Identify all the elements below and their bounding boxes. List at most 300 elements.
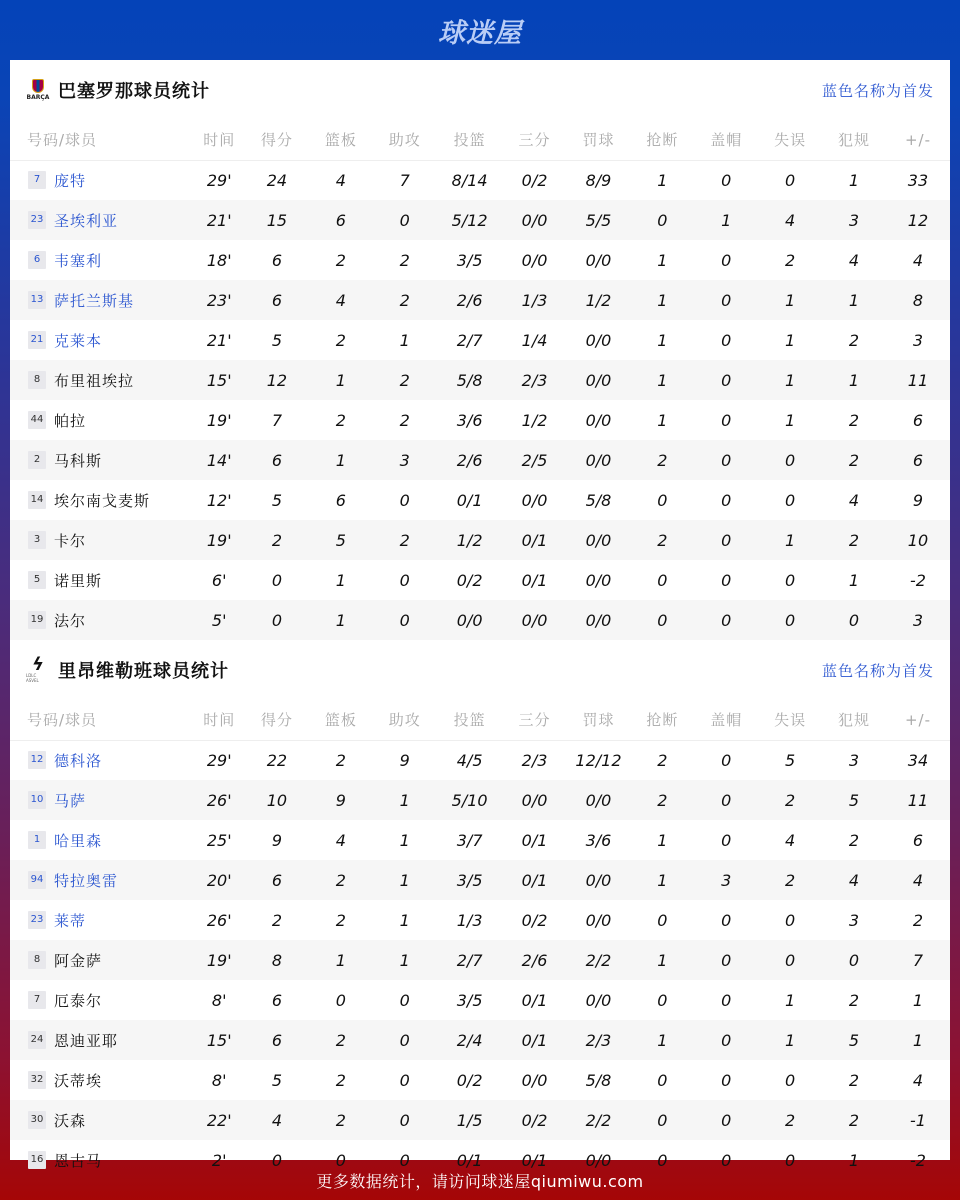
stat-cell: 6 [245, 440, 309, 480]
team-section-asvel [10, 640, 950, 1180]
jersey-number-icon: 5 [28, 571, 46, 589]
table-row[interactable] [10, 1020, 950, 1060]
stat-cell: 0 [822, 940, 886, 980]
stat-cell: 4 [309, 280, 373, 320]
stat-cell: 0/0 [521, 1070, 548, 1090]
stat-cell: 2 [912, 910, 924, 930]
stat-cell: 8 [245, 940, 309, 980]
stat-cell: 2 [271, 910, 283, 930]
stat-cell: 1 [630, 860, 694, 900]
table-row[interactable] [10, 160, 950, 200]
player-cell[interactable] [10, 940, 193, 980]
player-cell[interactable] [10, 820, 193, 860]
stat-cell: 1 [657, 330, 668, 350]
player-name[interactable]: 厄泰尔 [54, 991, 103, 1010]
player-name[interactable]: 萨托兰斯基 [54, 291, 135, 310]
stat-cell: 0 [630, 1100, 694, 1140]
stat-cell: 3 [373, 440, 437, 480]
section-title: 巴塞罗那球员统计 [58, 81, 210, 102]
stat-cell: 2 [335, 910, 346, 930]
player-cell[interactable] [10, 440, 193, 480]
stat-cell: 1 [373, 780, 437, 820]
stat-cell: 0/1 [503, 860, 567, 900]
player-name[interactable]: 克莱本 [54, 331, 103, 350]
player-name[interactable]: 哈里森 [54, 831, 103, 850]
player-name[interactable]: 马萨 [54, 791, 87, 810]
column-header: 盖帽 [694, 700, 758, 740]
stat-cell: 5 [822, 1020, 886, 1060]
stat-cell: 3 [822, 200, 886, 240]
stat-cell: 2 [630, 440, 694, 480]
stat-cell: 34 [907, 750, 929, 770]
stat-cell: 7 [399, 170, 410, 190]
stat-cell: 4 [335, 830, 346, 850]
column-header: 罚球 [567, 700, 631, 740]
player-name[interactable]: 埃尔南戈麦斯 [54, 491, 151, 510]
stat-cell: 0 [721, 830, 732, 850]
stat-cell: 2/4 [437, 1020, 503, 1060]
stat-cell: 33 [907, 170, 929, 190]
player-name[interactable]: 圣埃利亚 [54, 211, 119, 230]
player-name[interactable]: 马科斯 [54, 451, 103, 470]
stat-cell: 1 [785, 990, 796, 1010]
stat-cell: 2 [848, 410, 860, 430]
stat-cell: 1 [630, 280, 694, 320]
jersey-number-icon: 8 [28, 951, 46, 969]
stat-cell: 2 [657, 750, 668, 770]
stat-cell: 3/6 [585, 830, 612, 850]
jersey-number-icon: 6 [28, 251, 46, 269]
stat-cell: 0/0 [521, 250, 548, 270]
player-name[interactable]: 法尔 [54, 611, 87, 630]
stat-cell: 2 [630, 780, 694, 820]
stat-cell: 0 [758, 440, 822, 480]
jersey-number-icon: 10 [28, 791, 46, 809]
player-name[interactable]: 庞特 [54, 171, 87, 190]
stat-cell: 0 [271, 570, 283, 590]
player-cell[interactable] [10, 400, 193, 440]
player-cell[interactable] [10, 160, 193, 200]
player-cell[interactable] [10, 360, 193, 400]
stat-cell: 0 [721, 330, 732, 350]
column-header: 助攻 [373, 700, 437, 740]
stat-cell: 0/0 [585, 410, 612, 430]
stat-cell: 0 [822, 600, 886, 640]
player-name[interactable]: 莱蒂 [54, 911, 87, 930]
starter-legend: 蓝色名称为首发 [821, 81, 934, 100]
stat-cell: 0/0 [567, 520, 631, 560]
stat-cell: 0/1 [521, 830, 548, 850]
stat-cell: 0 [758, 600, 822, 640]
player-name[interactable]: 沃蒂埃 [54, 1071, 103, 1090]
stat-cell: 2 [822, 1100, 886, 1140]
table-body [10, 160, 950, 640]
table-row[interactable] [10, 560, 950, 600]
stat-cell: 1/4 [521, 330, 548, 350]
stat-cell: 15' [193, 360, 245, 400]
stat-cell: 0/0 [585, 990, 612, 1010]
stat-cell: 22 [266, 750, 288, 770]
stat-cell: 0 [721, 750, 732, 770]
stat-cell: 2 [373, 280, 437, 320]
stat-cell: 3/5 [437, 860, 503, 900]
stat-cell: 2/3 [521, 750, 548, 770]
stat-cell: 14' [193, 440, 245, 480]
column-header: 号码/球员 [10, 120, 193, 160]
stat-cell: 1 [309, 600, 373, 640]
stat-cell: 5/8 [585, 1070, 612, 1090]
stat-cell: 0/0 [521, 490, 548, 510]
stat-cell: 0/2 [521, 910, 548, 930]
stat-cell: 0 [373, 1100, 437, 1140]
stat-cell: 6 [245, 860, 309, 900]
stat-cell: 5 [309, 520, 373, 560]
stat-cell: 12' [206, 490, 232, 510]
column-header: 抢断 [630, 700, 694, 740]
stat-cell: 0/1 [521, 570, 548, 590]
stat-cell: 3 [694, 860, 758, 900]
table-row[interactable] [10, 940, 950, 980]
stat-cell: 0 [694, 360, 758, 400]
player-cell[interactable] [10, 1020, 193, 1060]
stat-cell: 2/5 [503, 440, 567, 480]
stat-cell: 5 [271, 1070, 283, 1090]
stat-cell: 4 [886, 860, 950, 900]
stat-cell: 0 [694, 440, 758, 480]
stat-cell: 0 [657, 570, 668, 590]
player-name[interactable]: 诺里斯 [54, 571, 103, 590]
stat-cell: 2 [785, 250, 796, 270]
player-stats-table [10, 120, 950, 640]
stat-cell: 9 [309, 780, 373, 820]
stat-cell: 2/6 [437, 440, 503, 480]
stat-cell: 0/1 [503, 1020, 567, 1060]
stat-cell: 1 [886, 1020, 950, 1060]
stat-cell: 0 [335, 1150, 346, 1170]
stat-cell: 1 [758, 360, 822, 400]
stat-cell: 0/2 [503, 1100, 567, 1140]
table-row[interactable] [10, 440, 950, 480]
stat-cell: 0 [694, 280, 758, 320]
jersey-number-icon: 2 [28, 451, 46, 469]
stat-cell: 19' [193, 940, 245, 980]
stat-cell: 4 [758, 200, 822, 240]
player-cell[interactable] [10, 900, 193, 940]
stat-cell: 0/0 [585, 330, 612, 350]
stat-cell: 0 [657, 990, 668, 1010]
stat-cell: 0 [694, 780, 758, 820]
stat-cell: 10 [886, 520, 950, 560]
stat-cell: 0/0 [567, 780, 631, 820]
stat-cell: 1 [373, 940, 437, 980]
stat-cell: 1 [657, 170, 668, 190]
stat-cell: 1 [785, 330, 796, 350]
table-row[interactable] [10, 480, 950, 520]
stat-cell: 2 [335, 410, 346, 430]
stat-cell: 2 [373, 360, 437, 400]
stat-cell: 0/2 [521, 170, 548, 190]
column-header: 三分 [503, 120, 567, 160]
stat-cell: 3 [848, 750, 860, 770]
player-name[interactable]: 卡尔 [54, 531, 87, 550]
table-row[interactable] [10, 1060, 950, 1100]
jersey-number-icon: 7 [28, 991, 46, 1009]
stat-cell: 1 [822, 280, 886, 320]
stat-cell: 0/2 [456, 1070, 483, 1090]
table-row[interactable] [10, 780, 950, 820]
jersey-number-icon: 12 [28, 751, 46, 769]
stat-cell: 5 [271, 330, 283, 350]
stat-cell: 0 [758, 940, 822, 980]
stat-cell: 26' [206, 910, 232, 930]
stat-cell: 0/0 [585, 570, 612, 590]
player-name[interactable]: 恩古马 [54, 1151, 103, 1170]
stat-cell: 0 [721, 570, 732, 590]
stat-cell: 6 [245, 280, 309, 320]
stat-cell: 0 [399, 1150, 410, 1170]
stat-cell: 2/6 [503, 940, 567, 980]
stat-cell: 2 [399, 410, 410, 430]
table-row[interactable] [10, 600, 950, 640]
stat-cell: 0/0 [503, 780, 567, 820]
stat-cell: 2 [245, 520, 309, 560]
stat-cell: 23' [193, 280, 245, 320]
column-header: 失误 [758, 700, 822, 740]
stat-cell: 0 [630, 600, 694, 640]
stat-cell: 0 [399, 1070, 410, 1090]
stat-cell: 0 [657, 1150, 668, 1170]
stat-cell: 0 [785, 490, 796, 510]
stat-cell: 19' [206, 410, 232, 430]
jersey-number-icon: 23 [28, 211, 46, 229]
player-cell[interactable] [10, 600, 193, 640]
stat-cell: 1 [758, 1020, 822, 1060]
stat-cell: 0 [694, 940, 758, 980]
player-name[interactable]: 帕拉 [54, 411, 87, 430]
player-name[interactable]: 韦塞利 [54, 251, 103, 270]
stat-cell: 0 [630, 200, 694, 240]
player-name[interactable]: 沃森 [54, 1111, 87, 1130]
player-name[interactable]: 恩迪亚耶 [54, 1031, 119, 1050]
table-row[interactable] [10, 320, 950, 360]
stat-cell: 0/0 [585, 1150, 612, 1170]
stat-cell: 0 [721, 410, 732, 430]
column-header: 时间 [193, 120, 245, 160]
table-row[interactable] [10, 900, 950, 940]
column-header: 投篮 [437, 120, 503, 160]
player-cell[interactable] [10, 780, 193, 820]
stat-cell: 0 [721, 250, 732, 270]
stat-cell: 0 [785, 910, 796, 930]
stats-card [10, 60, 950, 1170]
top-bar [0, 0, 960, 60]
stat-cell: 1 [848, 570, 860, 590]
stat-cell: 2 [822, 440, 886, 480]
stat-cell: 2 [309, 1100, 373, 1140]
stat-cell: 1 [657, 830, 668, 850]
table-row[interactable] [10, 1100, 950, 1140]
player-name[interactable]: 布里祖埃拉 [54, 371, 135, 390]
jersey-number-icon: 3 [28, 531, 46, 549]
stat-cell: 5 [785, 750, 796, 770]
stat-cell: 1 [848, 170, 860, 190]
stat-cell: 0 [721, 990, 732, 1010]
table-row[interactable] [10, 200, 950, 240]
stat-cell: 0/0 [585, 910, 612, 930]
player-cell[interactable] [10, 860, 193, 900]
player-cell[interactable] [10, 520, 193, 560]
player-cell[interactable] [10, 1100, 193, 1140]
stat-cell: 20' [193, 860, 245, 900]
player-cell[interactable] [10, 240, 193, 280]
stat-cell: 6 [271, 250, 283, 270]
stat-cell: 0/0 [567, 360, 631, 400]
stat-cell: 0 [721, 1150, 732, 1170]
stat-cell: 8 [886, 280, 950, 320]
player-name[interactable]: 阿金萨 [54, 951, 103, 970]
stat-cell: 2 [335, 750, 346, 770]
stat-cell: 0 [373, 600, 437, 640]
player-name[interactable]: 德科洛 [54, 751, 103, 770]
stat-cell: 4 [912, 1070, 924, 1090]
stat-cell: 3/5 [456, 990, 483, 1010]
stat-cell: 8/14 [451, 170, 488, 190]
section-title: 里昂维勒班球员统计 [58, 661, 229, 682]
player-cell[interactable] [10, 200, 193, 240]
stat-cell: 5/5 [567, 200, 631, 240]
stat-cell: 2 [848, 990, 860, 1010]
starter-legend: 蓝色名称为首发 [821, 661, 934, 680]
table-row[interactable] [10, 520, 950, 560]
player-name[interactable]: 特拉奥雷 [54, 871, 119, 890]
stat-cell: 2/2 [567, 1100, 631, 1140]
stat-cell: 6 [912, 830, 924, 850]
stat-cell: 24 [266, 170, 288, 190]
stat-cell: 21' [206, 330, 232, 350]
table-row[interactable] [10, 280, 950, 320]
stat-cell: 2' [211, 1150, 227, 1170]
stat-cell: 18' [206, 250, 232, 270]
stat-cell: 1 [335, 570, 346, 590]
stat-cell: 9 [912, 490, 924, 510]
stat-cell: 0 [657, 490, 668, 510]
stat-cell: 2 [848, 330, 860, 350]
jersey-number-icon: 21 [28, 331, 46, 349]
stat-cell: 0/1 [503, 520, 567, 560]
stat-cell: 1 [309, 940, 373, 980]
jersey-number-icon: 44 [28, 411, 46, 429]
stat-cell: 6 [886, 440, 950, 480]
stat-cell: 0/1 [521, 1150, 548, 1170]
stat-cell: 1/2 [437, 520, 503, 560]
stat-cell: 0/0 [437, 600, 503, 640]
table-row[interactable] [10, 400, 950, 440]
asvel-logo-icon: ϟ LDLC ASVEL [26, 654, 44, 683]
stat-cell: 7 [886, 940, 950, 980]
player-cell[interactable] [10, 320, 193, 360]
jersey-number-icon: 32 [28, 1071, 46, 1089]
jersey-number-icon: 14 [28, 491, 46, 509]
stat-cell: 0/0 [585, 250, 612, 270]
team-section-barcelona [10, 60, 950, 640]
table-row[interactable] [10, 860, 950, 900]
player-cell[interactable] [10, 280, 193, 320]
stat-cell: 5/8 [437, 360, 503, 400]
player-cell[interactable] [10, 1060, 193, 1100]
table-row[interactable] [10, 820, 950, 860]
stat-cell: 8' [211, 1070, 227, 1090]
stat-cell: 2/7 [437, 940, 503, 980]
jersey-number-icon: 30 [28, 1111, 46, 1129]
stat-cell: 9 [399, 750, 410, 770]
stat-cell: 1/3 [503, 280, 567, 320]
stat-cell: 1 [399, 910, 410, 930]
player-cell[interactable] [10, 560, 193, 600]
stat-cell: 0 [785, 570, 796, 590]
stat-cell: 12 [245, 360, 309, 400]
footer-banner[interactable]: 更多数据统计，请访问球迷屋qiumiwu.com [316, 1171, 644, 1191]
stat-cell: 1/2 [567, 280, 631, 320]
stat-cell: 29' [206, 170, 232, 190]
jersey-number-icon: 7 [28, 171, 46, 189]
stat-cell: 0 [399, 990, 410, 1010]
table-row[interactable] [10, 740, 950, 780]
stat-cell: 6' [211, 570, 227, 590]
stat-cell: 19' [193, 520, 245, 560]
stat-cell: 4 [822, 860, 886, 900]
stat-cell: 0/0 [567, 860, 631, 900]
stat-cell: 0 [245, 600, 309, 640]
stat-cell: 12/12 [575, 750, 622, 770]
stat-cell: 6 [912, 410, 924, 430]
stat-cell: 0 [271, 1150, 283, 1170]
column-header: 投篮 [437, 700, 503, 740]
stat-cell: 1/5 [437, 1100, 503, 1140]
table-row[interactable] [10, 360, 950, 400]
stat-cell: 2 [822, 520, 886, 560]
player-cell[interactable] [10, 740, 193, 780]
table-row[interactable] [10, 240, 950, 280]
stat-cell: 1/2 [521, 410, 548, 430]
stat-cell: 6 [335, 490, 346, 510]
table-header-row [10, 120, 950, 160]
stat-cell: 11 [886, 360, 950, 400]
stat-cell: 0 [721, 1070, 732, 1090]
table-row[interactable] [10, 980, 950, 1020]
column-header: 三分 [503, 700, 567, 740]
stat-cell: 0 [694, 600, 758, 640]
column-header: 助攻 [373, 120, 437, 160]
stat-cell: 11 [886, 780, 950, 820]
stat-cell: 1 [912, 990, 924, 1010]
player-cell[interactable] [10, 980, 193, 1020]
column-header: 篮板 [309, 120, 373, 160]
stat-cell: 5/10 [437, 780, 503, 820]
stat-cell: 0 [785, 1070, 796, 1090]
stat-cell: 1 [309, 360, 373, 400]
stat-cell: 0/0 [567, 600, 631, 640]
stat-cell: 0 [373, 200, 437, 240]
jersey-number-icon: 1 [28, 831, 46, 849]
table-header-row [10, 700, 950, 740]
stat-cell: 4 [335, 170, 346, 190]
stat-cell: 2/6 [437, 280, 503, 320]
stat-cell: 29' [206, 750, 232, 770]
column-header: +/- [886, 120, 950, 160]
stat-cell: 5/8 [585, 490, 612, 510]
player-cell[interactable] [10, 480, 193, 520]
stat-cell: 2 [335, 250, 346, 270]
